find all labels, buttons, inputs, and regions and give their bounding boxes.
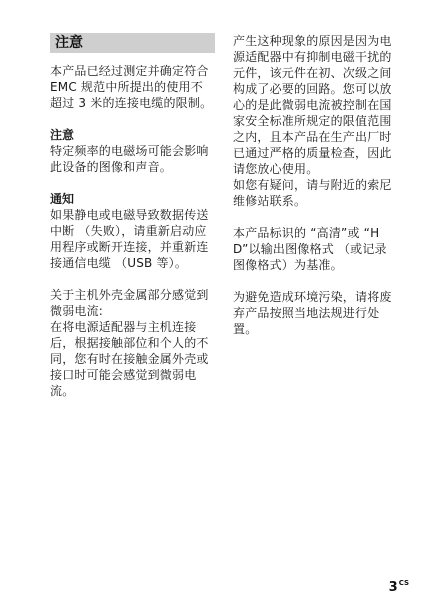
caution-heading: 注意 [50, 128, 75, 142]
hd-label-text: 本产品标识的 “高清”或 “HD”以输出图像格式 （或记录图像格式）为基准。 [233, 226, 387, 272]
caution-text: 特定频率的电磁场可能会影响此设备的图像和声音。 [50, 144, 209, 174]
metal-casing-heading: 关于主机外壳金属部分感觉到微弱电流: [50, 288, 209, 318]
metal-casing-text: 在将电源适配器与主机连接后，根据接触部位和个人的不同，您有时在接触金属外壳或接口时可能会感觉到微弱电流。 [50, 320, 209, 398]
current-cause-text: 产生这种现象的原因是因为电源适配器中有抑制电磁干扰的元件，该元件在初、次级之间构成了必要的回路。您可以放心的是此微弱电流被控制在国家安全标准所规定的限值范围之内，且本产品在生产出厂时已通过严格的质量检查，因此请您放心使用。 [233, 34, 392, 176]
page-number-digit: 3 [388, 580, 398, 595]
contact-text: 如您有疑问，请与附近的索尼维修站联系。 [233, 178, 392, 208]
right-column [233, 33, 397, 337]
notice-text: 如果静电或电磁导致数据传送中断 （失败），请重新启动应用程序或断开连接，并重新连接通信电缆 （USB 等）。 [50, 208, 209, 270]
notice-heading: 通知 [50, 192, 75, 206]
emc-compliance-text: 本产品已经过测定并确定符合 EMC 规范中所提出的使用不超过 3 米的连接电缆的限制。 [50, 64, 213, 110]
page-language-suffix: CS [398, 579, 409, 587]
page-number [389, 579, 409, 595]
left-column [50, 33, 215, 399]
section-header-caution: 注意 [50, 33, 215, 53]
environment-disposal-text: 为避免造成环境污染，请将废弃产品按照当地法规进行处置。 [233, 290, 392, 336]
